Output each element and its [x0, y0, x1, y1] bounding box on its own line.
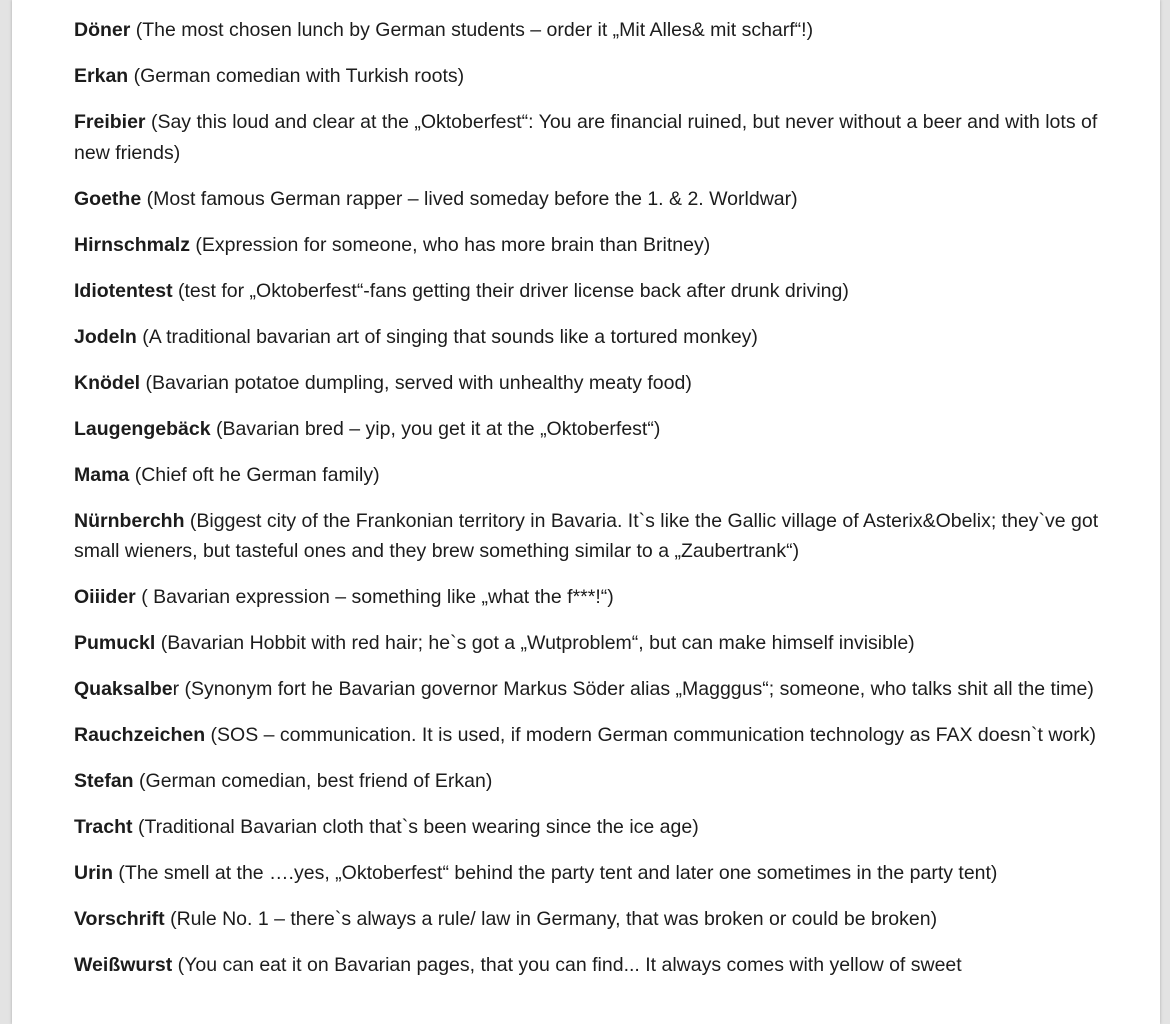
entry-term: Freibier: [74, 111, 146, 133]
glossary-entry: [74, 184, 1104, 215]
glossary-entry: [74, 368, 1104, 399]
glossary-entry: [74, 582, 1104, 613]
glossary-entry: [74, 506, 1104, 567]
entry-definition: (German comedian, best friend of Erkan): [133, 770, 493, 792]
entry-term: Knödel: [74, 371, 141, 394]
entry-term: Pumuckl: [74, 632, 156, 654]
entry-term: Quaksalbe: [74, 678, 173, 700]
glossary-list: [74, 15, 1104, 996]
entry-definition: (The smell at the ….yes, „Oktoberfest“ behind the party tent and later one sometimes in the party tent): [113, 862, 998, 884]
entry-definition: (Rule No. 1 – there`s always a rule/ law in Germany, that was broken or could be broken): [164, 908, 938, 930]
entry-term: Vorschrift: [74, 908, 165, 930]
glossary-entry: [74, 628, 1104, 659]
entry-definition: ( Bavarian expression – something like „what the f***!“): [135, 586, 614, 608]
entry-definition: (Chief oft he German family): [129, 463, 380, 486]
entry-term: Hirnschmalz: [74, 233, 190, 256]
entry-term: Erkan: [74, 65, 129, 87]
entry-term: Oiiider: [74, 586, 136, 608]
entry-term: Urin: [74, 862, 113, 884]
entry-definition: (Biggest city of the Frankonian territory in Bavaria. It`s like the Gallic village of Asterix&Obelix; they`ve got small wieners, but tasteful ones and they brew something similar to a „Zaubertrank“): [74, 509, 1099, 562]
entry-term: Weißwurst: [74, 954, 173, 976]
entry-definition: (test for „Oktoberfest“-fans getting their driver license back after drunk driving): [172, 279, 849, 302]
entry-definition: (Expression for someone, who has more brain than Britney): [189, 233, 711, 256]
entry-definition: (Bavarian potatoe dumpling, served with unhealthy meaty food): [140, 371, 692, 394]
glossary-entry: [74, 812, 1104, 843]
entry-definition: (Most famous German rapper – lived someday before the 1. & 2. Worldwar): [141, 187, 798, 210]
glossary-entry: [74, 230, 1104, 261]
entry-definition: r (Synonym fort he Bavarian governor Markus Söder alias „Magggus“; someone, who talks shit all the time): [172, 678, 1094, 700]
glossary-entry: [74, 15, 1104, 46]
entry-term: Tracht: [74, 816, 133, 838]
glossary-entry: [74, 904, 1104, 935]
entry-term: Jodeln: [74, 325, 137, 348]
entry-term: Nürnberchh: [74, 509, 185, 532]
entry-definition: (You can eat it on Bavarian pages, that you can find... It always comes with yellow of sweet: [172, 954, 962, 976]
entry-definition: (Bavarian Hobbit with red hair; he`s got a „Wutproblem“, but can make himself invisible): [155, 632, 915, 654]
entry-definition: (The most chosen lunch by German students – order it „Mit Alles& mit scharf“!): [130, 19, 814, 41]
glossary-entry: [74, 276, 1104, 307]
glossary-entry: [74, 674, 1104, 705]
entry-term: Stefan: [74, 770, 134, 792]
glossary-entry: [74, 766, 1104, 797]
entry-definition: (German comedian with Turkish roots): [128, 65, 465, 87]
glossary-entry: [74, 460, 1104, 491]
glossary-entry: [74, 414, 1104, 445]
entry-term: Mama: [74, 463, 130, 486]
entry-definition: (Say this loud and clear at the „Oktoberfest“: You are financial ruined, but never without a beer and with lots of new friends): [74, 111, 1098, 164]
entry-definition: (A traditional bavarian art of singing that sounds like a tortured monkey): [136, 325, 758, 348]
entry-definition: (SOS – communication. It is used, if modern German communication technology as FAX doesn`t work): [205, 724, 1097, 746]
document-page: [12, 0, 1160, 1024]
entry-term: Döner: [74, 19, 131, 41]
glossary-entry: [74, 322, 1104, 353]
entry-term: Goethe: [74, 187, 142, 210]
glossary-entry: [74, 858, 1104, 889]
entry-term: Laugengebäck: [74, 417, 211, 440]
glossary-entry: [74, 950, 1104, 981]
entry-definition: (Bavarian bred – yip, you get it at the „Oktoberfest“): [210, 417, 661, 440]
entry-definition: (Traditional Bavarian cloth that`s been wearing since the ice age): [132, 816, 699, 838]
glossary-entry: [74, 61, 1104, 92]
entry-term: Rauchzeichen: [74, 724, 206, 746]
entry-term: Idiotentest: [74, 279, 173, 302]
glossary-entry: [74, 107, 1104, 168]
glossary-entry: [74, 720, 1104, 751]
